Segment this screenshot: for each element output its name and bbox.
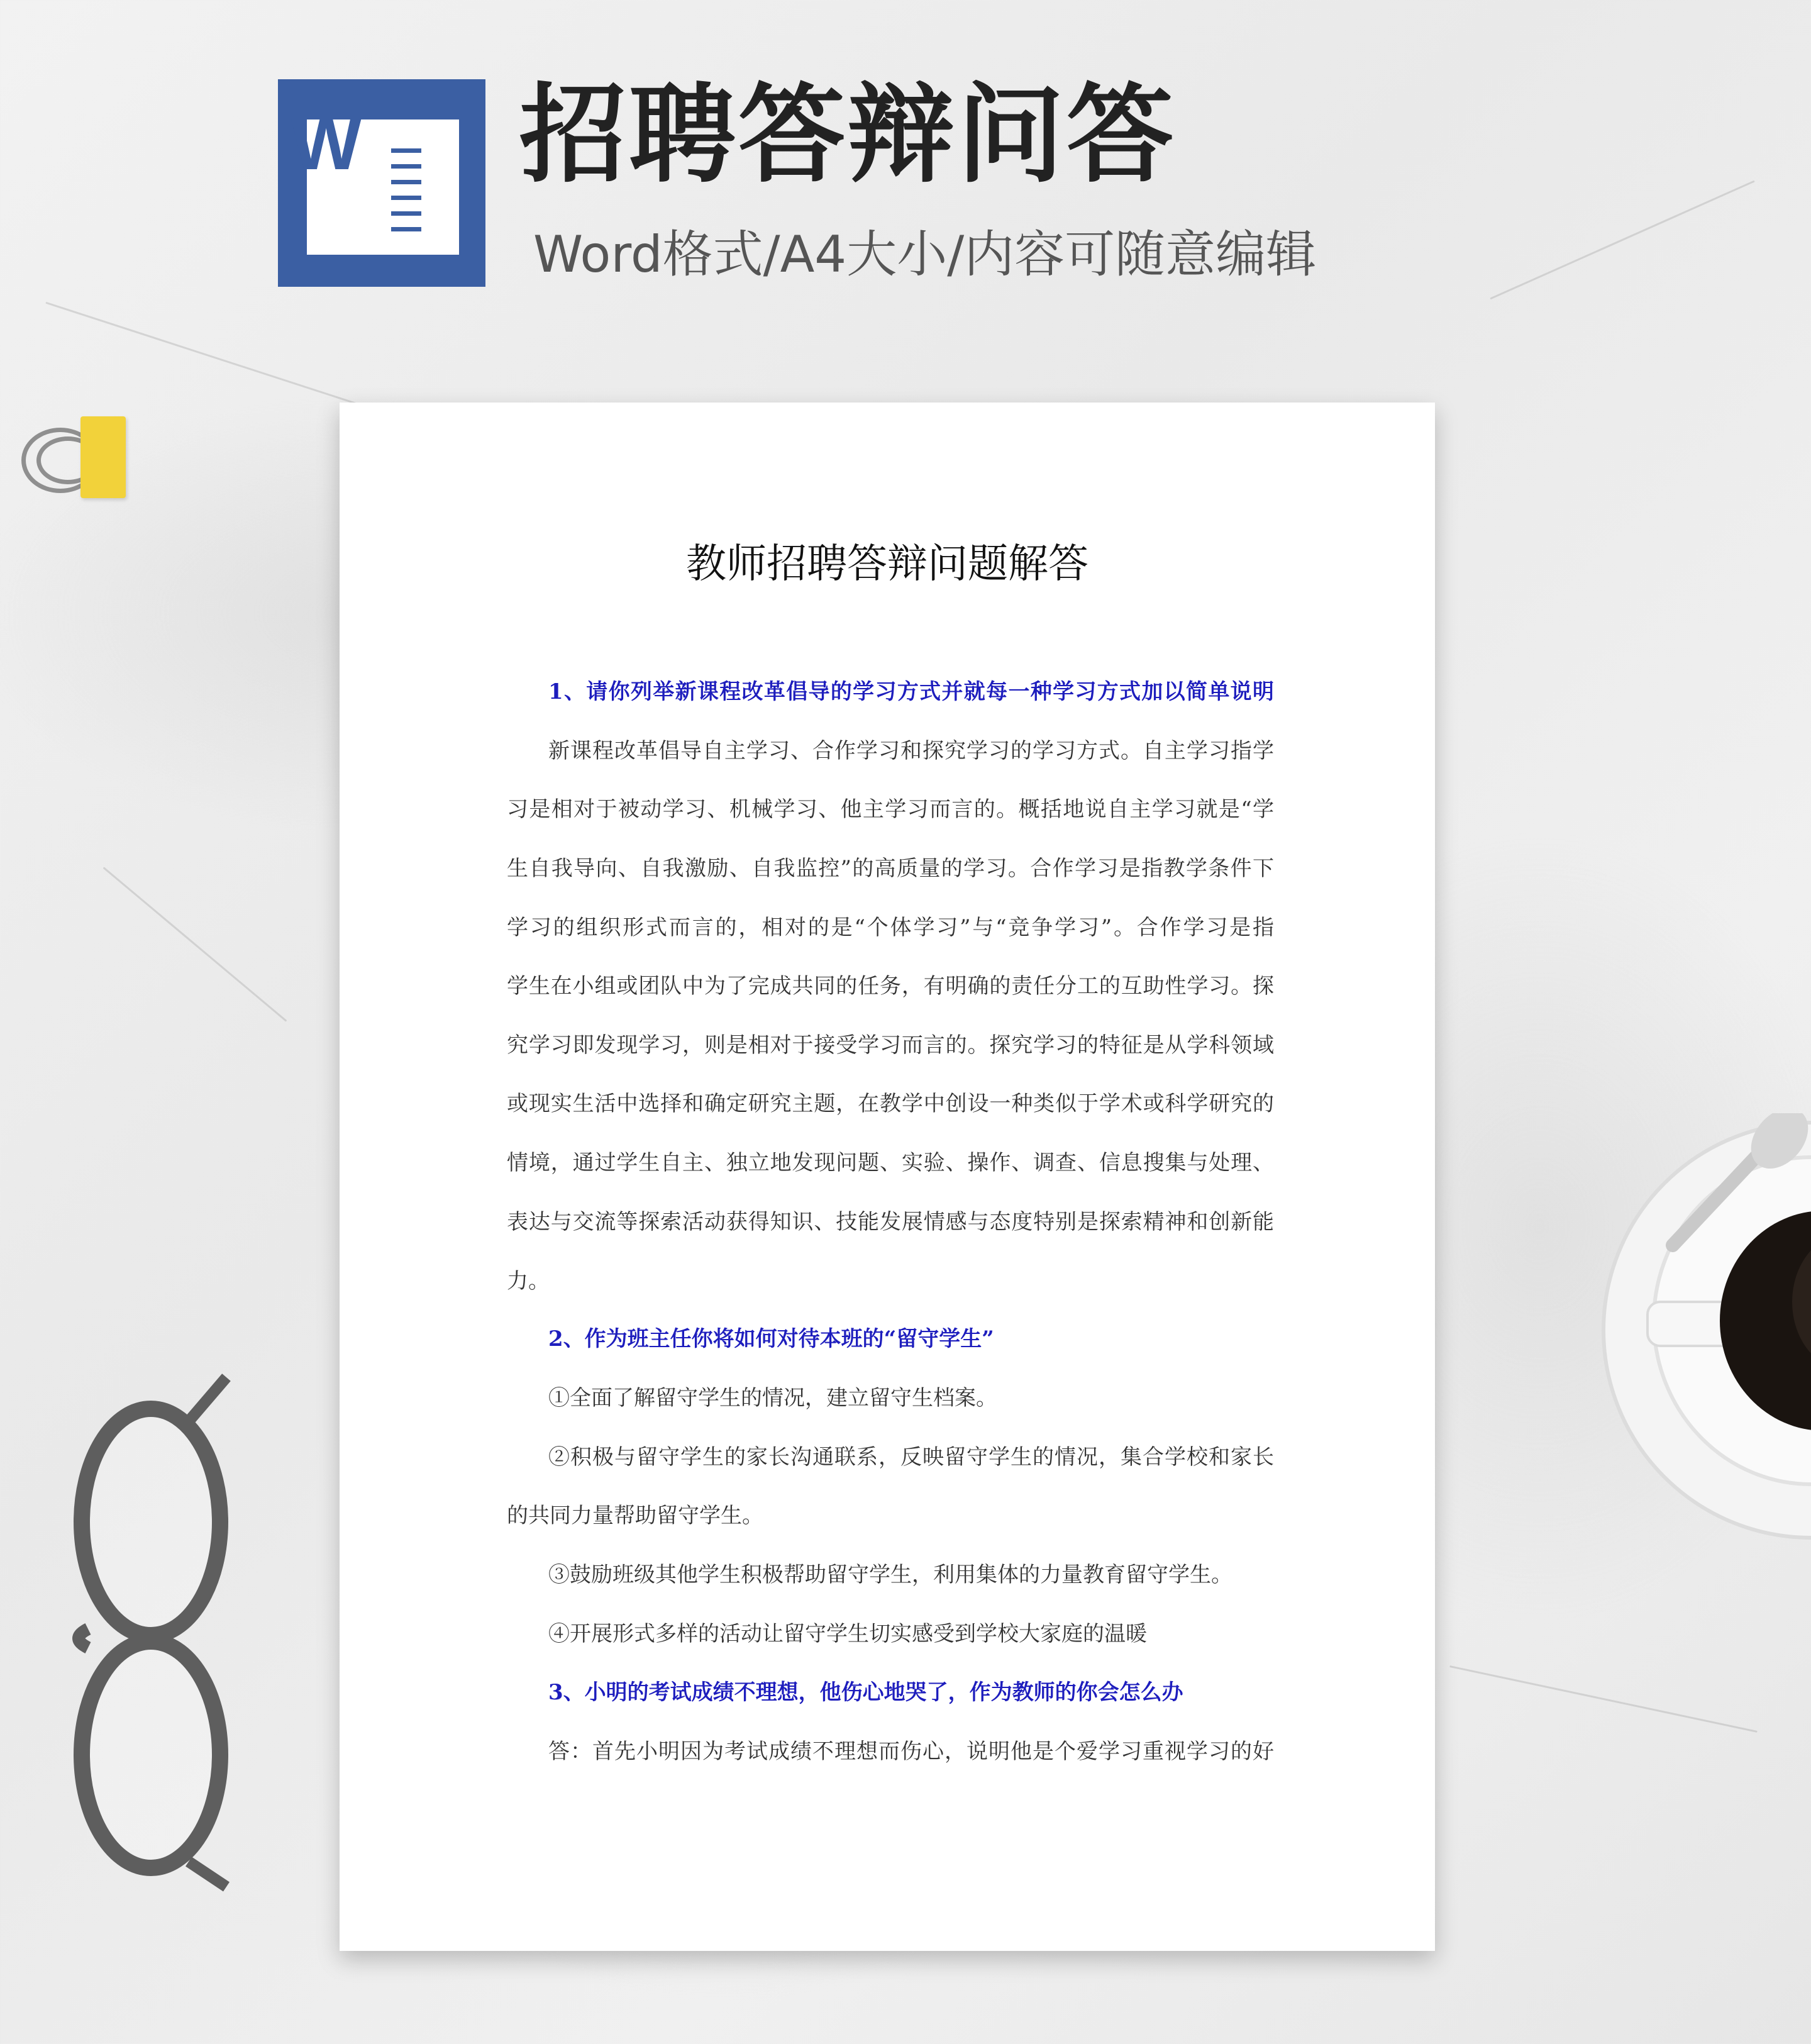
word-logo-icon [278,79,485,287]
word-line-shape [391,196,421,200]
word-line-shape [391,211,421,216]
body-line: 表达与交流等探索活动获得知识、技能发展情感与态度特别是探索精神和创新能 [507,1209,1274,1235]
body-line: 习是相对于被动学习、机械学习、他主学习而言的。概括地说自主学习就是“学 [507,797,1274,822]
body-line: 新课程改革倡导自主学习、合作学习和探究学习的学习方式。自主学习指学 [548,738,1274,764]
body-line: 学生在小组或团队中为了完成共同的任务，有明确的责任分工的互助性学习。探 [507,974,1274,999]
coffee-cup-icon [1597,1113,1811,1547]
body-line: 情境，通过学生自主、独立地发现问题、实验、操作、调查、信息搜集与处理、 [507,1150,1274,1175]
body-line: ③鼓励班级其他学生积极帮助留守学生，利用集体的力量教育留守学生。 [548,1562,1232,1587]
body-line: 生自我导向、自我激励、自我监控”的高质量的学习。合作学习是指教学条件下 [507,856,1274,881]
body-line: ①全面了解留守学生的情况，建立留守生档案。 [548,1386,997,1411]
eyeglasses-icon [44,1365,233,1893]
body-line: ④开展形式多样的活动让留守学生切实感受到学校大家庭的温暖 [548,1621,1147,1647]
word-line-shape [391,148,421,153]
body-line: 或现实生活中选择和确定研究主题，在教学中创设一种类似于学术或科学研究的 [507,1091,1274,1116]
document-page [340,403,1435,1951]
question-heading: 2、作为班主任你将如何对待本班的“留守学生” [548,1326,994,1352]
hero-title: 招聘答辩问答 [519,73,1177,197]
body-line: ②积极与留守学生的家长沟通联系，反映留守学生的情况，集合学校和家长 [548,1445,1274,1470]
word-line-shape [391,227,421,231]
binder-clip-icon [18,409,131,503]
body-line: 力。 [507,1269,550,1294]
word-line-shape [391,164,421,169]
document-title: 教师招聘答辩问题解答 [686,541,1088,587]
question-heading: 3、小明的考试成绩不理想，他伤心地哭了，作为教师的你会怎么办 [548,1680,1183,1705]
body-line: 究学习即发现学习，则是相对于接受学习而言的。探究学习的特征是从学科领域 [507,1033,1274,1058]
word-line-shape [391,180,421,184]
body-line: 答：首先小明因为考试成绩不理想而伤心，说明他是个爱学习重视学习的好 [548,1739,1274,1764]
question-heading: 1、请你列举新课程改革倡导的学习方式并就每一种学习方式加以简单说明 [548,679,1274,704]
body-line: 的共同力量帮助留守学生。 [507,1503,763,1528]
word-logo-letter: W [291,101,362,186]
hero-subtitle: Word格式/A4大小/内容可随意编辑 [533,225,1317,284]
body-line: 学习的组织形式而言的，相对的是“个体学习”与“竞争学习”。合作学习是指 [507,915,1274,940]
